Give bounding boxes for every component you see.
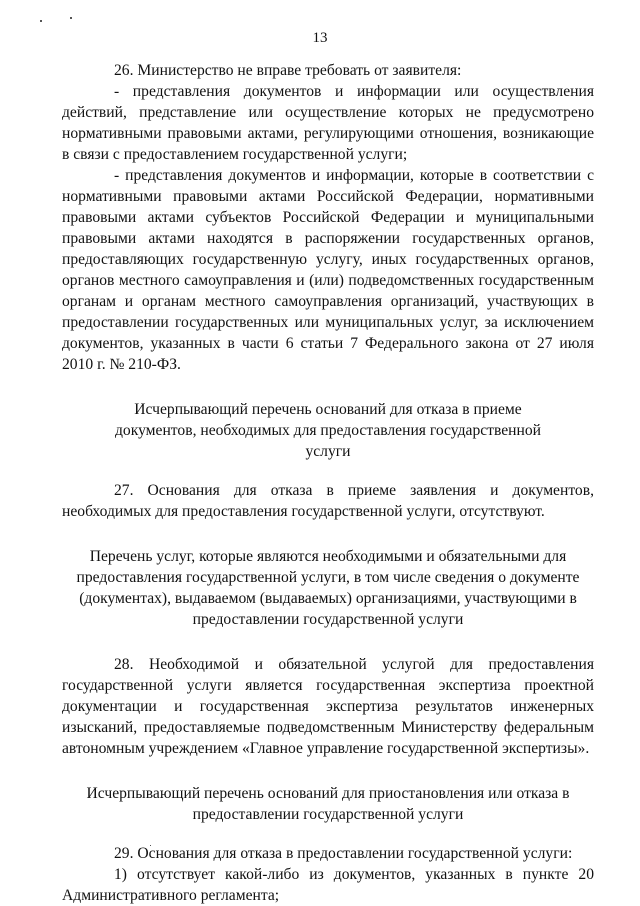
paragraph-26-intro: 26. Министерство не вправе требовать от заявителя: xyxy=(114,62,462,79)
section-heading-suspension-refusal: Исчерпывающий перечень оснований для приостановления или отказа в предоставлении государственной услуги xyxy=(86,785,570,823)
paragraph-27: 27. Основания для отказа в приеме заявления и документов, необходимых для предоставления государственной услуги, отсутствуют. xyxy=(62,482,594,520)
scan-speck xyxy=(40,20,42,22)
document-body xyxy=(62,60,594,906)
page-number: 13 xyxy=(312,30,328,46)
section-heading-required-services: Перечень услуг, которые являются необходимыми и обязательными для предоставления государственной услуги, в том числе сведения о документе (документах), выдаваемом (выдаваемых) организациями, участвующими в предоставлении государственной услуги xyxy=(76,548,580,628)
paragraph-28: 28. Необходимой и обязательной услугой для предоставления государственной услуги является государственная экспертиза проектной документации и государственная экспертиза результатов инженерных изысканий, предоставляемые подведомственным Министерству федеральным автономным учреждением «Главное управление государственной экспертизы». xyxy=(62,656,594,757)
paragraph-26-item-1: - представления документов и информации или осуществления действий, представление или осуществление которых не предусмотрено нормативными правовыми актами, регулирующими отношения, возникающие в связи с предоставлением государственной услуги; xyxy=(62,83,594,163)
paragraph-29: 29. Основания для отказа в предоставлении государственной услуги: xyxy=(114,845,573,862)
section-heading-refusal-documents: Исчерпывающий перечень оснований для отказа в приеме документов, необходимых для предоставления государственной услуги xyxy=(114,401,542,460)
scan-speck xyxy=(70,17,72,19)
paragraph-26-item-2: - представления документов и информации, которые в соответствии с нормативными правовыми актами Российской Федерации, нормативными правовыми актами субъектов Российской Федерации и муниципальными правовыми актами находятся в распоряжении государственных органов, предоставляющих государственную услугу, иных государственных органов, органов местного самоуправления и (или) подведомственных государственным органам и органам местного самоуправления организаций, участвующих в предоставлении государственных или муниципальных услуг, за исключением документов, указанных в части 6 статьи 7 Федерального закона от 27 июля 2010 г. № 210-ФЗ. xyxy=(62,167,594,373)
paragraph-29-item-1: 1) отсутствует какой-либо из документов, указанных в пункте 20 Административного регламента; xyxy=(62,866,594,904)
